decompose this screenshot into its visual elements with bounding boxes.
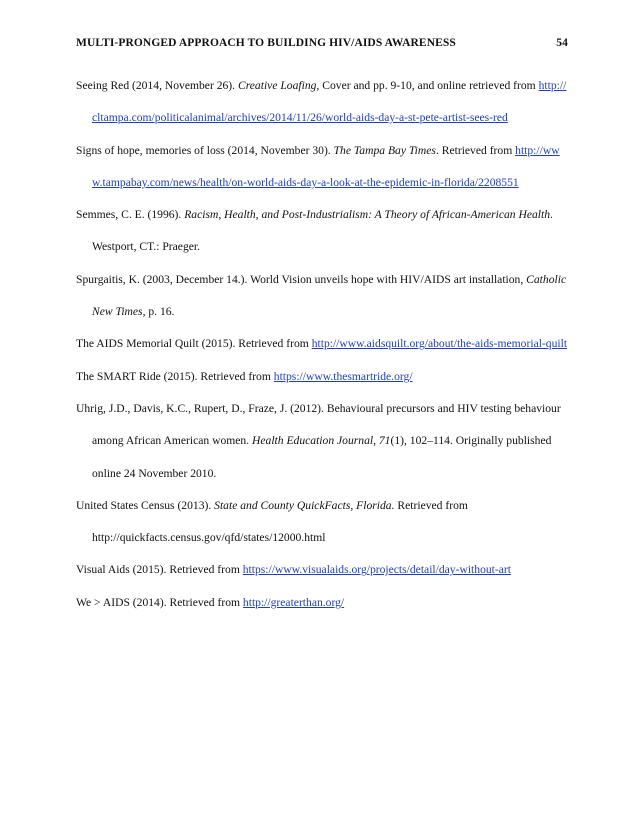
ref-source-title: Racism, Health, and Post-Industrialism: A Theory of African-American Health <box>184 208 551 222</box>
ref-text: The AIDS Memorial Quilt (2015). Retrieved from <box>76 337 312 351</box>
ref-source-title: Creative Loafing, <box>237 79 320 92</box>
reference-entry <box>76 199 568 264</box>
ref-text: Signs of hope, memories of loss (2014, November 30). <box>76 143 334 157</box>
ref-text: Cover and pp. 9-10, and online retrieved from <box>319 79 539 92</box>
ref-source-title: State and County QuickFacts, Florida. <box>214 498 395 512</box>
reference-list <box>76 70 568 619</box>
reference-entry <box>76 361 568 393</box>
ref-text: United States Census (2013). <box>76 498 215 512</box>
reference-entry <box>76 70 568 135</box>
reference-entry <box>76 393 568 490</box>
ref-text: . Retrieved from <box>435 143 516 157</box>
reference-entry <box>76 490 568 555</box>
ref-text: The SMART Ride (2015). Retrieved from <box>76 369 274 383</box>
reference-link[interactable]: http://www.tampabay.com/news/health/on-world-aids-day-a-look-at-the-epidemic-in-florida/2208551 <box>92 143 560 189</box>
reference-link[interactable]: http://www.aidsquilt.org/about/the-aids-memorial-quilt <box>311 337 568 351</box>
ref-source-title: Health Education Journal, 71 <box>252 434 391 448</box>
ref-text: Visual Aids (2015). Retrieved from <box>76 563 243 577</box>
ref-source-title: Catholic New Times, <box>92 272 567 319</box>
running-header <box>76 37 568 49</box>
ref-text: We > AIDS (2014). Retrieved from <box>76 595 243 609</box>
reference-link[interactable]: http://cltampa.com/politicalanimal/archives/2014/11/26/world-aids-day-a-st-pete-artist-sees-red <box>92 79 567 125</box>
reference-entry <box>76 328 568 360</box>
ref-text: Semmes, C. E. (1996). <box>76 208 185 222</box>
ref-source-title: The Tampa Bay Times <box>333 143 436 157</box>
ref-text: Uhrig, J.D., Davis, K.C., Rupert, D., Fraze, J. (2012). Behavioural precursors and HIV testing behaviour among African American women. <box>76 401 561 448</box>
ref-text: Seeing Red (2014, November 26). <box>76 79 238 92</box>
ref-text: Retrieved from http://quickfacts.census.gov/qfd/states/12000.html <box>92 498 468 545</box>
page-number: 54 <box>556 37 568 49</box>
reference-entry <box>76 135 568 200</box>
reference-entry <box>76 554 568 586</box>
reference-link[interactable]: https://www.thesmartride.org/ <box>273 369 413 383</box>
running-title: MULTI-PRONGED APPROACH TO BUILDING HIV/AIDS AWARENESS <box>76 37 456 49</box>
reference-link[interactable]: http://greaterthan.org/ <box>242 595 345 609</box>
reference-link[interactable]: https://www.visualaids.org/projects/detail/day-without-art <box>242 563 511 577</box>
ref-text: p. 16. <box>145 305 175 319</box>
ref-text: (1), 102–114. Originally published online 24 November 2010. <box>92 434 552 480</box>
ref-text: Spurgaitis, K. (2003, December 14.). World Vision unveils hope with HIV/AIDS art installation, <box>76 272 527 286</box>
ref-text: . Westport, CT.: Praeger. <box>92 208 553 254</box>
reference-entry <box>76 264 568 329</box>
reference-entry <box>76 587 568 619</box>
